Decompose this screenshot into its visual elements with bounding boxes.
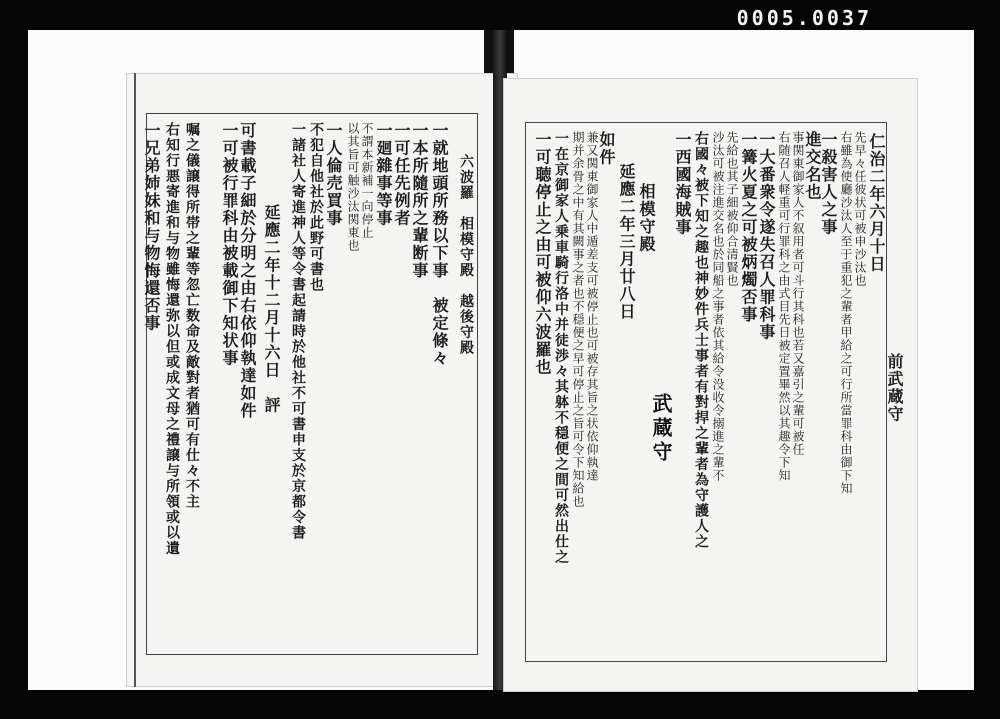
text-column: 嘱之儀譲得所帯之輩等忽亡数命及敵對者猶可有仕々不主 xyxy=(184,122,200,510)
binding-line xyxy=(134,73,136,687)
addressee-column: 六波羅 相模守殿 越後守殿 xyxy=(458,154,474,356)
text-column: 一本所隨所之輩断事 xyxy=(410,122,429,280)
document-sheet xyxy=(28,30,974,690)
text-column: 先早々任彼状可被申沙汰也 xyxy=(853,131,867,287)
text-column: 先給也其子細被仰合清賢也 xyxy=(725,131,739,287)
text-column: 一在京御家人乗車騎行洛中并徒渉々其躰不穏便之間可然出仕之 xyxy=(553,131,569,565)
text-column: 不謂本新補一向停止 xyxy=(360,122,374,239)
signatory: 武蔵守 xyxy=(649,393,673,465)
text-column: 一篝火夏之可被炳燭否事 xyxy=(739,131,758,324)
text-column: 一廻雜事等事 xyxy=(374,122,393,227)
text-column: 一可被行罪科由被載御下知状事 xyxy=(220,122,239,367)
text-column: 右知行悪寄進和与物雖悔還弥以但或成文母之禮譲与所領或以遺 xyxy=(164,122,180,556)
text-column: 如件 xyxy=(597,131,616,166)
text-column: 一可聴停止之由可被仰六波羅也 xyxy=(533,131,552,376)
right-text-frame xyxy=(525,122,904,662)
text-column: 右随召人軽重可行罪科之由式目先日被定置畢然以其趣令下知 xyxy=(777,131,791,482)
text-column: 不犯自他社於此野可書也 xyxy=(308,122,324,293)
text-column: 右國々被下知之趣也神妙件兵士事者有對捍之輩者為守護人之 xyxy=(693,131,709,550)
text-column: 一可任先例者 xyxy=(392,122,411,227)
right-page xyxy=(503,78,918,692)
text-column: 一就地頭所務以下事 被定條々 xyxy=(430,122,449,367)
date-column: 仁治二年六月十日 xyxy=(867,133,886,273)
text-column: 期并余骨之中有其闕事之者也不穏便之早可停止之旨可令下知給也 xyxy=(571,131,585,508)
text-column: 一大番衆令遂失召人罪科事 xyxy=(757,131,776,341)
film-frame-number: 0005.0037 xyxy=(736,6,872,30)
text-column: 進交名也 xyxy=(803,131,822,201)
text-column: 一西國海賊事 xyxy=(673,131,692,236)
text-column: 一人倫売買事 xyxy=(324,122,343,227)
text-column: 沙汰可被注進交名也於同船之事者依其給令没收令搦進之輩不 xyxy=(711,131,725,482)
text-column: 事関東御家人不叙用者可斗行其科也若又嘉引之輩可被任 xyxy=(791,131,805,456)
signatory: 前武蔵守 xyxy=(885,353,904,423)
left-page xyxy=(126,73,518,687)
text-column: 一諸社人寄進神人等令書起請時於他社不可書申支於京都令書 xyxy=(290,122,306,541)
text-column: 兼又関東御家人中遁差支可被停止也可被存其旨之状依仰執達 xyxy=(585,131,599,482)
text-column: 右雖為使廳沙汰人至于重犯之輩者甲給之可行所當罪科由御下知 xyxy=(839,131,853,495)
left-text-frame xyxy=(142,113,478,655)
addressee-column: 相模守殿 xyxy=(637,183,656,253)
text-column: 一兄弟姉妹和与物悔還否事 xyxy=(142,122,161,332)
date-column: 延應二年十二月十六日 評 xyxy=(262,204,281,414)
text-column: 一殺害人之事 xyxy=(819,131,838,236)
text-column: 以其旨可触沙汰関東也 xyxy=(346,122,360,252)
date-column: 延應二年三月廿八日 xyxy=(617,163,636,321)
text-column: 可書載子細於分明之由右依仰執達如件 xyxy=(238,122,257,420)
